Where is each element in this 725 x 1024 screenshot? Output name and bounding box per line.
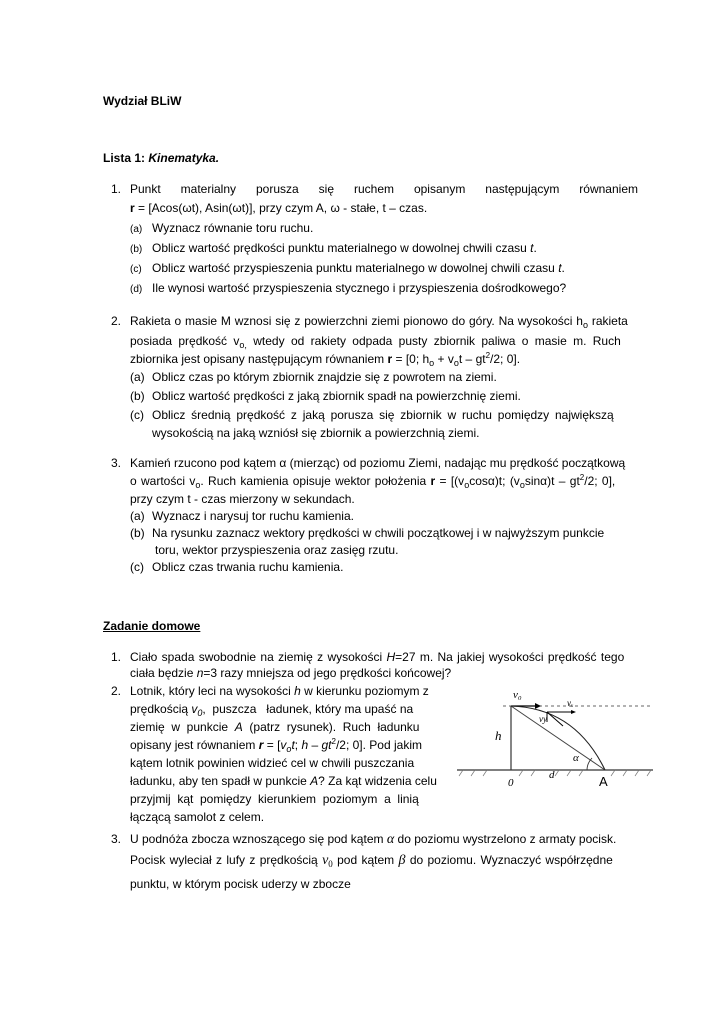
label-vx: vₓ <box>567 698 574 708</box>
ground-hatching <box>459 770 651 776</box>
problem-2-item-b: (b) Oblicz wartość prędkości z jaką zbiornik spadł na powierzchnię ziemi. <box>130 389 521 403</box>
homework-2-line-6: ładunku, aby ten spadł w punkcie A? Za kąt widzenia celu <box>130 774 437 788</box>
homework-title: Zadanie domowe <box>103 619 201 633</box>
label-v0: v₀ <box>513 689 522 701</box>
homework-2-number: 2. <box>110 684 121 698</box>
label-A: A <box>599 774 608 789</box>
pilot-drop-figure <box>455 682 655 800</box>
problem-2-item-c: (c) Oblicz średnią prędkość z jaką porusza się zbiornik w ruchu pomiędzy największą <box>130 408 614 422</box>
problem-3-line-1: Kamień rzucono pod kątem α (mierząc) od poziomu Ziemi, nadając mu prędkość początkową <box>130 456 626 470</box>
vx-arrowhead <box>571 710 576 714</box>
v0-arrowhead <box>535 703 541 709</box>
homework-1-line-2: ciała będzie n=3 razy mniejsza od jego prędkości końcowej? <box>130 666 452 680</box>
problem-1-item-d: (d) Ile wynosi wartość przyspieszenia stycznego i przyspieszenia dośrodkowego? <box>130 281 567 295</box>
homework-2-line-3: ziemię w punkcie A (patrz rysunek). Ruch ładunku <box>130 720 420 734</box>
homework-2-line-1: Lotnik, który leci na wysokości h w kierunku poziomym z <box>130 684 429 698</box>
problem-1-line-2: r = [Acos(ωt), Asin(ωt)], przy czym A, ω - stałe, t – czas. <box>130 201 428 215</box>
label-0: 0 <box>508 777 514 789</box>
problem-2-line-3: zbiornika jest opisany następującym równaniem r = [0; $h_o + v_ot - gt^2/2$; 0]. <box>130 351 521 368</box>
problem-2-item-a: (a) Oblicz czas po którym zbiornik znajdzie się z powrotem na ziemi. <box>130 370 497 384</box>
problem-1-item-a: (a) Wyznacz równanie toru ruchu. <box>130 221 314 235</box>
list-heading <box>103 149 219 168</box>
label-h: h <box>495 728 502 743</box>
homework-2-line-2: prędkością $v_0$, puszcza ładunek, który ma upaść na <box>130 702 414 718</box>
homework-2-line-7: przyjmij kąt pomiędzy kierunkiem poziomym a linią <box>130 792 419 806</box>
problem-3-line-2: o wartości $v_o$. Ruch kamienia opisuje wektor położenia $r = [(v_o\cos\alpha)t$; $(v_o\sin\alpha)t - gt^2/2$; 0], <box>130 473 616 490</box>
problem-1-number: 1. <box>110 182 121 196</box>
label-alpha: α <box>573 752 579 764</box>
homework-2-line-8: łączącą samolot z celem. <box>130 810 265 824</box>
homework-1-line-1: Ciało spada swobodnie na ziemię z wysokości H=27 m. Na jakiej wysokości prędkość tego <box>130 650 625 664</box>
problem-3-number: 3. <box>110 456 121 470</box>
problem-1-item-c: (c) Oblicz wartość przyspieszenia punktu materialnego w dowolnej chwili czasu t. <box>130 261 565 275</box>
homework-3-line-1: U podnóża zbocza wznoszącego się pod kątem α do poziomu wystrzelono z armaty pocisk. <box>130 832 617 847</box>
problem-2-line-2: posiada prędkość $v_{o,}$ wtedy od rakiety odpada pusty zbiornik paliwa o masie m. Ruch <box>130 334 621 350</box>
problem-3-line-3: przy czym t - czas mierzony w sekundach. <box>130 492 355 506</box>
problem-2-item-c-cont: wysokością na jaką wzniósł się zbiornik a powierzchnią ziemi. <box>152 426 480 440</box>
problem-3-item-c: (c) Oblicz czas trwania ruchu kamienia. <box>130 560 344 574</box>
sight-line <box>511 706 605 770</box>
problem-3-item-a: (a) Wyznacz i narysuj tor ruchu kamienia. <box>130 509 354 523</box>
problem-3-item-b-cont: toru, wektor przyspieszenia oraz zasięg rzutu. <box>155 543 399 557</box>
label-d: d <box>549 769 555 781</box>
problem-3-item-b: (b) Na rysunku zaznacz wektory prędkości w chwili początkowej i w najwyższym punkcie <box>130 526 605 540</box>
problem-2-line-1: Rakieta o masie M wznosi się z powierzchni ziemi pionowo do góry. Na wysokości $h_o$ rakieta <box>130 314 628 330</box>
list-topic: Kinematyka. <box>148 151 220 165</box>
label-vy: vy <box>539 714 547 724</box>
homework-1-number: 1. <box>110 650 121 664</box>
homework-3-line-3: punktu, w którym pocisk uderzy w zbocze <box>130 877 351 891</box>
homework-3-line-2: Pocisk wyleciał z lufy z prędkością $v_0$ pod kątem β do poziomu. Wyznaczyć współrzędne <box>130 853 613 869</box>
faculty-title: Wydział BLiW <box>103 94 182 108</box>
list-label: Lista 1: <box>103 151 146 165</box>
homework-3-number: 3. <box>110 832 121 846</box>
problem-1-item-b: (b) Oblicz wartość prędkości punktu materialnego w dowolnej chwili czasu t. <box>130 241 537 255</box>
problem-2-number: 2. <box>110 314 121 328</box>
problem-1-line-1: Punkt materialny porusza się ruchem opisanym następującym równaniem <box>130 182 638 196</box>
homework-2-line-4: opisany jest równaniem $r = [v_ot$; h – $gt^2/2$; 0]. Pod jakim <box>130 737 422 754</box>
homework-2-line-5: kątem lotnik powinien widzieć cel w chwili puszczania <box>130 756 415 770</box>
